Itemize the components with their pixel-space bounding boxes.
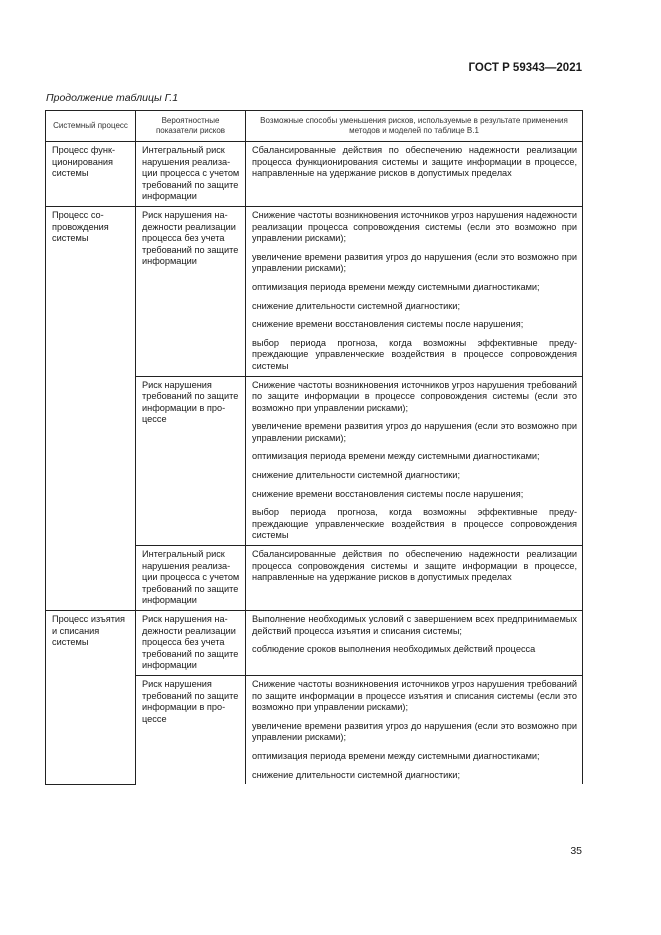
measure-item: Снижение частоты возникновения источников угроз нарушения требований по защите информации в процессе сопровождения системы (если это возможно при управлении рисками); xyxy=(252,379,577,413)
measure-item: выбор периода прогноза, когда возможны эффективные предупреждающие управленческие воздействия в процессе сопровождения системы xyxy=(252,337,577,371)
standard-designation: ГОСТ Р 59343—2021 xyxy=(468,62,582,74)
measures-cell xyxy=(246,611,583,676)
measure-item: Сбалансированные действия по обеспечению надежности реализации процесса функционирования системы и защите информации в процессе, направленные на удержание рисков в допустимых пределах xyxy=(252,145,577,179)
page-number: 35 xyxy=(570,845,582,857)
indicator-cell: Риск нарушения надежности реализации процесса без учета требований по защите информации xyxy=(136,611,246,676)
indicator-cell: Интегральный риск нарушения реализации процесса с учетом требований по защите информации xyxy=(136,546,246,611)
table-continuation-caption: Продолжение таблицы Г.1 xyxy=(46,92,179,104)
measure-item: снижение длительности системной диагностики; xyxy=(252,769,460,780)
indicator-cell: Риск нарушения надежности реализации процесса без учета требований по защите информации xyxy=(136,206,246,376)
indicator-cell: Риск нарушения требований по защите информации в процессе xyxy=(136,675,246,784)
measure-item: снижение времени восстановления системы после нарушения; xyxy=(252,488,524,499)
measure-item: увеличение времени развития угроз до нарушения (если это возможно при управлении рисками); xyxy=(252,421,577,443)
measure-item: выбор периода прогноза, когда возможны эффективные предупреждающие управленческие воздействия в процессе сопровождения системы xyxy=(252,507,577,541)
measure-item: увеличение времени развития угроз до нарушения (если это возможно при управлении рисками); xyxy=(252,720,577,743)
table-row xyxy=(46,611,583,676)
measure-item: Сбалансированные действия по обеспечению надежности реализации процесса сопровождения системы и защите информации в процессе, направленные на удержание рисков в допустимых пределах xyxy=(252,549,577,583)
measures-cell xyxy=(246,206,583,376)
measures-cell xyxy=(246,546,583,611)
table-header-row xyxy=(46,111,583,142)
header-process: Системный процесс xyxy=(46,111,136,142)
indicator-cell: Интегральный риск нарушения реализации процесса с учетом требований по защите информации xyxy=(136,142,246,207)
measure-item: оптимизация периода времени между системными диагностиками; xyxy=(252,451,540,462)
measures-cell xyxy=(246,675,583,784)
measure-item: соблюдение сроков выполнения необходимых действий процесса xyxy=(252,644,536,655)
measure-item: увеличение времени развития угроз до нарушения (если это возможно при управлении рисками); xyxy=(252,251,577,274)
header-measures: Возможные способы уменьшения рисков, используемые в результате применения методов и моделей по таблице В.1 xyxy=(246,111,583,142)
measure-item: Выполнение необходимых условий с завершением всех предпринимаемых действий процесса изъятия и списания системы; xyxy=(252,614,577,636)
indicator-cell: Риск нарушения требований по защите информации в процессе xyxy=(136,376,246,546)
measures-cell xyxy=(246,142,583,207)
measure-item: Снижение частоты возникновения источников угроз нарушения требований по защите информации в процессе изъятия и списания системы (если это возможно при управлении рисками); xyxy=(252,678,577,713)
process-cell: Процесс сопровождения системы xyxy=(46,206,136,610)
table-row xyxy=(46,142,583,207)
process-cell: Процесс изъятия и списания системы xyxy=(46,611,136,785)
measure-item: Снижение частоты возникновения источников угроз нарушения надежности реализации процесса сопровождения системы (если это возможно при управлении рисками); xyxy=(252,209,577,244)
measure-item: снижение длительности системной диагностики; xyxy=(252,470,460,481)
header-indicator: Вероятностные показатели рисков xyxy=(136,111,246,142)
measure-item: оптимизация периода времени между системными диагностиками; xyxy=(252,750,540,761)
process-cell: Процесс функционирования системы xyxy=(46,142,136,207)
risk-table xyxy=(45,110,583,785)
measure-item: оптимизация периода времени между системными диагностиками; xyxy=(252,281,540,292)
measure-item: снижение времени восстановления системы после нарушения; xyxy=(252,319,524,330)
measure-item: снижение длительности системной диагностики; xyxy=(252,300,460,311)
measures-cell xyxy=(246,376,583,546)
table-row xyxy=(46,206,583,376)
